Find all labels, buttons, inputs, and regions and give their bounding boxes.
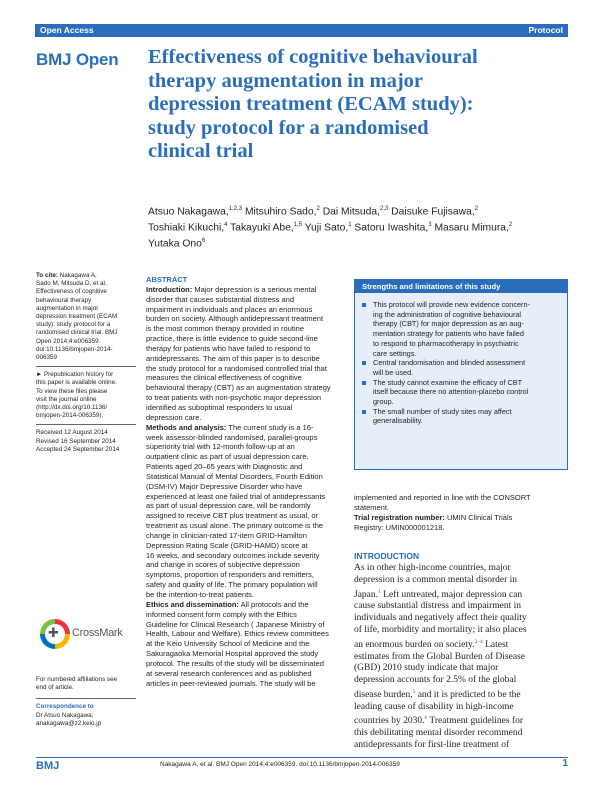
abstract-line: outpatient clinic as part of usual depression care. xyxy=(146,452,309,462)
abstract-line: superiority trial with 12-month follow-up at an xyxy=(146,442,295,452)
box-item-line: to respond to pharmacotherapy in psychiatric xyxy=(373,338,519,348)
prepub-line: To view these files please xyxy=(36,387,108,395)
abstract-line: articles in peer-reviewed journals. The study will be xyxy=(146,678,316,688)
intro-line: depression is a common mental disorder in xyxy=(354,574,518,585)
abstract-body xyxy=(146,285,340,689)
square-bullet-icon xyxy=(362,381,366,385)
cite-line: To cite: Nakagawa A, xyxy=(36,272,97,279)
cite-line: Effectiveness of cognitive xyxy=(36,288,107,296)
intro-line: disease burden,$^5$ and it is predicted to be the xyxy=(354,688,521,700)
cite-line: study): study protocol for a xyxy=(36,321,111,329)
box-heading: Strengths and limitations of this study xyxy=(355,280,567,293)
box-item xyxy=(361,300,561,358)
box-item-line: The study cannot examine the efficacy of CBT xyxy=(373,377,523,387)
author-name[interactable]: Mitsuhiro Sado, xyxy=(242,206,317,218)
author-name[interactable]: Atsuo Nakagawa, xyxy=(148,206,229,218)
intro-line: (GBD) 2010 study indicate that major xyxy=(354,663,499,674)
intro-line: As in other high-income countries, major xyxy=(354,563,511,573)
affiliation-note: end of article. xyxy=(36,684,74,692)
affiliation-note: For numbered affiliations see xyxy=(36,676,118,683)
affiliation-mark: 2 xyxy=(316,206,320,212)
abstract-line: protocol. The results of the study will be disseminated xyxy=(146,658,324,668)
author-name[interactable]: Daisuke Fujisawa, xyxy=(388,206,475,218)
prepub-link[interactable]: (http://dx.doi.org/10.1136/ xyxy=(36,404,108,412)
affiliation-mark: 6 xyxy=(201,237,206,244)
box-item-line: Central randomisation and blinded assessment xyxy=(373,358,526,368)
cite-line[interactable]: doi:10.1136/bmjopen-2014- xyxy=(36,345,113,353)
header-bar xyxy=(35,24,568,37)
abstract-heading: ABSTRACT xyxy=(146,275,188,284)
intro-line: leading cause of disability in high-income xyxy=(354,701,514,712)
abstract-line: Guideline for Clinical Research ( Japanese Ministry of xyxy=(146,619,325,629)
footer-citation: Nakagawa A, et al. BMJ Open 2014;4:e006359. doi:10.1136/bmjopen-2014-006359 xyxy=(160,761,400,768)
abstract-line: (DSM-IV) Major Depressive Disorder who have xyxy=(146,481,303,491)
intro-line: Japan.$^1$ Left untreated, major depression can xyxy=(354,588,523,600)
title-line: Effectiveness of cognitive behavioural xyxy=(148,46,478,68)
abstract-line: as part of usual depression care, will be randomly xyxy=(146,501,311,511)
registration-label: Trial registration number: xyxy=(354,512,445,522)
abstract-line: Health, Labour and Welfare). Ethics review committees xyxy=(146,629,329,639)
prepub-line: this paper is available online. xyxy=(36,379,117,387)
box-item-line: The small number of study sites may affect xyxy=(373,406,512,416)
abstract-line: impairment in individuals and places an enormous xyxy=(146,304,313,314)
affiliation-mark: 2,3 xyxy=(379,206,389,212)
abstract-line: Patients aged 20–65 years with Diagnostic and xyxy=(146,462,303,472)
abstract-continued xyxy=(354,493,568,532)
square-bullet-icon xyxy=(362,361,366,365)
abstract-line: at the Keio University School of Medicine and the xyxy=(146,639,310,649)
author-name[interactable]: Dai Mitsuda, xyxy=(319,206,380,218)
cite-line: Sado M, Mitsuda D, et al. xyxy=(36,280,107,288)
abstract-line: week assessor-blinded randomised, parallel-groups xyxy=(146,432,318,442)
author-line xyxy=(148,203,568,219)
abstract-line: antidepressants. The aim of this paper is to describe xyxy=(146,353,320,363)
abstract-line: be the intention-to-treat patients. xyxy=(146,590,254,599)
sidebar-bottom xyxy=(36,676,136,728)
registration-line: Trial registration number: UMIN Clinical Trials xyxy=(354,512,513,522)
abstract-line: Methods and analysis: The current study is a 16- xyxy=(146,422,314,432)
box-item-line: generalisability. xyxy=(373,416,423,426)
intro-line: an enormous burden on society.$^{2-4}$ Latest xyxy=(354,638,509,650)
affiliation-mark: 1 xyxy=(348,221,352,228)
cite-line: augmentation in major xyxy=(36,304,99,312)
date-accepted: Accepted 24 September 2014 xyxy=(36,445,120,453)
cite-line[interactable]: 006359 xyxy=(36,354,58,362)
title-line: study protocol for a randomised xyxy=(148,116,429,139)
abstract-line: symptoms, proportion of responders and remitters, xyxy=(146,570,314,580)
author-name[interactable]: Masaru Mimura, xyxy=(431,222,509,234)
intro-line: cause substantial distress and impairment in xyxy=(354,601,522,612)
abstract-line: 16 weeks, and secondary outcomes include severity xyxy=(146,550,320,560)
correspondence-label: Correspondence to xyxy=(36,703,94,711)
abstract-line: depression care. xyxy=(146,412,202,422)
intro-line: depression accounts for 2.5% of the global xyxy=(354,675,517,686)
abstract-line: Sakuragaoka Memorial Hospital approved the study xyxy=(146,649,319,659)
affiliation-mark: 4 xyxy=(224,221,228,228)
abstract-line: treatment as usual alone. The primary outcome is the xyxy=(146,521,324,531)
abstract-line: implemented and reported in line with the CONSORT xyxy=(354,493,531,502)
affiliation-mark: 2 xyxy=(508,221,513,228)
abstract-line: safety and quality of life. The primary population will xyxy=(146,580,318,590)
divider xyxy=(36,424,136,425)
box-item xyxy=(361,358,561,377)
box-item-line: care settings. xyxy=(373,348,417,358)
abstract-line: to treat patients with non-psychotic major depression xyxy=(146,393,322,403)
abstract-line: the study protocol for a randomised controlled trial that xyxy=(146,363,327,373)
abstract-line: change in clinician-rated 17-item GRID-Hamilton xyxy=(146,530,307,540)
abstract-line: experienced at least one failed trial of antidepressants xyxy=(146,491,326,501)
affiliation-mark: 2 xyxy=(474,206,479,212)
author-name[interactable]: Yuji Sato, xyxy=(302,222,349,234)
bookmark-icon: ✚ xyxy=(48,626,59,641)
abstract-section-label: Methods and analysis: xyxy=(146,422,227,432)
abstract-line: is the most common therapy provided in routine xyxy=(146,324,304,334)
abstract-line: therapy for patients who have failed to respond to xyxy=(146,343,311,353)
bmj-footer-logo[interactable]: BMJ xyxy=(36,760,60,772)
abstract-section-label: Introduction: xyxy=(146,284,193,294)
date-revised: Revised 16 September 2014 xyxy=(36,437,116,445)
abstract-line: Introduction: Major depression is a serious mental xyxy=(146,284,317,294)
cite-line: Open 2014;4:e006359. xyxy=(36,337,101,345)
box-items xyxy=(355,293,567,426)
abstract-line: and change in scores of subjective depression xyxy=(146,560,300,570)
intro-line: individuals and negatively affect their quality xyxy=(354,613,527,624)
abstract-line: statement. xyxy=(354,502,390,512)
intro-line: estimates from the Global Burden of Disease xyxy=(354,651,525,662)
open-access-label: Open Access xyxy=(40,25,94,35)
divider xyxy=(36,366,136,367)
abstract-line: informed consent form comply with the Ethics xyxy=(146,609,297,619)
introduction-body xyxy=(354,563,568,752)
abstract-line: burden on society. Although antidepressant treatment xyxy=(146,314,324,324)
square-bullet-icon xyxy=(362,410,366,414)
intro-line: of life, morbidity and mortality; it also places xyxy=(354,624,527,635)
journal-logo[interactable]: BMJ Open xyxy=(36,50,119,69)
author-name[interactable]: Yutaka Ono xyxy=(148,238,202,250)
abstract-line: behavioural therapy (CBT) as an augmentation strategy xyxy=(146,383,331,393)
author-name[interactable]: Satoru Iwashita, xyxy=(351,222,429,234)
box-item-line: This protocol will provide new evidence concern- xyxy=(373,300,530,309)
box-item-line: group. xyxy=(373,397,394,407)
crossmark-badge[interactable] xyxy=(40,619,140,649)
abstract xyxy=(146,275,340,688)
cite-line: behavioural therapy xyxy=(36,296,92,304)
citation-ref[interactable]: 1 xyxy=(378,588,381,595)
cite-line: depression treatment (ECAM xyxy=(36,313,118,321)
citation-ref[interactable]: 5 xyxy=(412,688,416,695)
abstract-line: measures the clinical effectiveness of cognitive xyxy=(146,373,302,383)
date-received: Received 12 August 2014 xyxy=(36,429,108,437)
abstract-section-label: Ethics and dissemination: xyxy=(146,599,239,609)
citation-ref[interactable]: 2–4 xyxy=(474,638,483,645)
abstract-line: identified as suboptimal responders to usual xyxy=(146,402,293,412)
author-line xyxy=(148,219,568,235)
article-type-label: Protocol xyxy=(528,25,563,35)
page-number: 1 xyxy=(562,758,568,769)
box-item-line: ing the administration of cognitive behavioural xyxy=(373,309,522,319)
cite-line: randomised clinical trial. BMJ xyxy=(36,329,118,337)
sidebar xyxy=(36,272,136,454)
intro-line: this debilitating mental disorder recommend xyxy=(354,728,523,739)
citation-ref[interactable]: 6 xyxy=(424,715,428,722)
prepub-line: ► Prepublication history for xyxy=(36,371,114,379)
introduction-heading: INTRODUCTION xyxy=(354,551,420,561)
intro-line: countries by 2030.$^6$ Treatment guidelines for xyxy=(354,715,523,727)
box-item-line: therapy (CBT) for major depression as an aug- xyxy=(373,319,524,329)
author-line xyxy=(148,235,568,251)
prepub-link[interactable]: bmjopen-2014-006359). xyxy=(36,412,104,420)
footer-divider xyxy=(36,757,568,758)
title-line: depression treatment (ECAM study): xyxy=(148,93,474,115)
abstract-line: Statistical Manual of Mental Disorders, Fourth Edition xyxy=(146,471,323,481)
abstract-line: Ethics and dissemination: All protocols and the xyxy=(146,599,309,609)
author-list xyxy=(148,203,568,251)
affiliation-mark: 3 xyxy=(428,221,432,228)
intro-line: antidepressants for first-line treatment of xyxy=(354,740,510,751)
box-item xyxy=(361,378,561,407)
title-line: clinical trial xyxy=(148,140,254,162)
prepub-line: visit the journal online xyxy=(36,395,97,403)
box-item-line: itself because there no attention-placebo control xyxy=(373,387,529,397)
abstract-line: at several research conferences and as published xyxy=(146,668,312,678)
article-title xyxy=(148,46,568,164)
correspondence-name: Dr Atsuo Nakagawa; xyxy=(36,711,94,719)
abstract-line: disorder that causes substantial distress and xyxy=(146,294,294,304)
box-item-line: will be used. xyxy=(373,367,414,377)
abstract-line: Depression Rating Scale (GRID-HAMD) score at xyxy=(146,540,308,550)
affiliation-mark: 1,2,3 xyxy=(228,206,243,212)
affiliation-mark: 1,5 xyxy=(293,221,303,228)
registration-number[interactable]: Registry: UMIN000001218. xyxy=(354,522,445,532)
divider xyxy=(36,698,136,699)
cite-label: To cite: xyxy=(36,272,58,279)
author-name[interactable]: Toshiaki Kikuchi, xyxy=(148,222,225,234)
box-item-line: mentation strategy for patients who have failed xyxy=(373,329,524,339)
box-item xyxy=(361,407,561,426)
correspondence-email[interactable]: anakagawa@z2.keio.jp xyxy=(36,719,102,727)
abstract-line: practice, there is little evidence to guide second-line xyxy=(146,334,318,344)
square-bullet-icon xyxy=(362,303,366,307)
author-name[interactable]: Takayuki Abe, xyxy=(227,222,294,234)
strengths-limitations-box xyxy=(354,279,568,470)
title-line: therapy augmentation in major xyxy=(148,69,424,92)
crossmark-label: CrossMark xyxy=(72,627,123,639)
abstract-line: assigned to receive CBT plus treatment as usual, or xyxy=(146,511,319,521)
